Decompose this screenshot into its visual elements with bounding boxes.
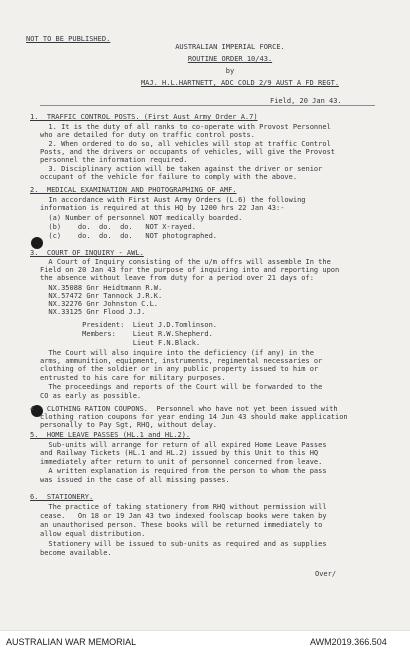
section-1-line: 1. It is the duty of all ranks to co-operate with Provost Personnel [40, 123, 331, 131]
section-4-line: personally to Pay Sgt, RHQ, without delay. [40, 421, 218, 429]
section-3-line: CO as early as possible. [40, 392, 142, 400]
caption-institution: AUSTRALIAN WAR MEMORIAL [6, 637, 137, 647]
section-6-line: Stationery will be issued to sub-units as required and as supplies [40, 540, 327, 548]
section-6-line: cease. On 18 or 19 Jan 43 two indexed foolscap books were taken by [40, 512, 327, 520]
section-3-heading: 3. COURT OF INQUIRY - AWL. [30, 249, 144, 257]
section-6-line: an unauthorised person. These books will be returned immediately to [40, 521, 323, 529]
over-note: Over/ [315, 570, 337, 578]
section-4-line: 4. CLOTHING RATION COUPONS. Personnel who have not yet been issued with [30, 405, 338, 413]
header-rule [40, 105, 375, 106]
section-2-line: information is required at this HQ by 1200 hrs 22 Jan 43:- [40, 204, 285, 212]
section-1-line: 2. When ordered to do so, all vehicles will stop at traffic Control [40, 140, 331, 148]
section-3-line: NX.32276 Gnr Johnston C.L. [40, 300, 159, 308]
section-1-line: who are detailed for duty on traffic control posts. [40, 131, 255, 139]
section-3-line: Members: Lieut R.W.Shepherd. [40, 330, 213, 338]
section-2-line: In accordance with First Aust Army Orders (L.6) the following [40, 196, 306, 204]
section-1-heading: 1. TRAFFIC CONTROL POSTS. (First Aust Army Order A.7) [30, 113, 258, 121]
section-4-line: clothing ration coupons for year ending 14 Jun 43 should make application [40, 413, 348, 421]
section-6-line: allow equal distribution. [40, 530, 146, 538]
section-5-line: immediately after return to unit of personnel concerned from leave. [40, 458, 323, 466]
section-1-line: Posts, and the drivers or occupants of vehicles, will give the Provost [40, 148, 336, 156]
section-3-line: the absence without leave from duty for a period over 21 days of: [40, 274, 314, 282]
section-1-line: personnel the information required. [40, 156, 188, 164]
section-6-heading: 6. STATIONERY. [30, 493, 94, 501]
caption-bar [0, 630, 410, 654]
section-3-line: The Court will also inquire into the deficiency (if any) in the [40, 349, 314, 357]
section-3-line: Lieut F.N.Black. [40, 339, 201, 347]
section-1-line: occupant of the vehicle for failure to comply with the above. [40, 173, 298, 181]
section-2-line: (a) Number of personnel NOT medically boarded. [40, 214, 243, 222]
section-4-heading [30, 405, 148, 413]
section-3-line: NX.57472 Gnr Tannock J.R.K. [40, 292, 163, 300]
section-5-heading: 5. HOME LEAVE PASSES (HL.1 and HL.2). [30, 431, 191, 439]
section-2-line: (c) do. do. do. NOT photographed. [40, 232, 218, 240]
not-published-label: NOT TO BE PUBLISHED. [26, 35, 111, 43]
section-6-line: become available. [40, 549, 112, 557]
issuing-officer: MAJ. H.L.HARTNETT, ADC COLD 2/9 AUST A FD REGT. [140, 79, 340, 87]
section-3-line: clothing of the soldier or in any public property issued to him or [40, 365, 319, 373]
document-title: AUSTRALIAN IMPERIAL FORCE. [175, 43, 285, 51]
section-3-line: Field on 20 Jan 43 for the purpose of inquiring into and reporting upon [40, 266, 340, 274]
field-date: Field, 20 Jan 43. [270, 97, 342, 105]
section-1-line: 3. Disciplinary action will be taken against the driver or senior [40, 165, 323, 173]
section-3-line: NX.35088 Gnr Heidtmann R.W. [40, 284, 163, 292]
by-label: by [225, 67, 235, 75]
section-5-line: Sub-units will arrange for return of all expired Home Leave Passes [40, 441, 327, 449]
section-2-line: (b) do. do. do. NOT X-rayed. [40, 223, 196, 231]
section-6-line: The practice of taking stationery from RHQ without permission will [40, 503, 327, 511]
section-3-line: President: Lieut J.D.Tomlinson. [40, 321, 218, 329]
section-3-line: NX.33125 Gnr Flood J.J. [40, 308, 146, 316]
routine-order-number: ROUTINE ORDER 10/43. [187, 55, 273, 63]
section-3-line: entrusted to his care for military purposes. [40, 374, 226, 382]
section-3-line: The proceedings and reports of the Court will be forwarded to the [40, 383, 323, 391]
section-5-line: A written explanation is required from the person to whom the pass [40, 467, 327, 475]
section-3-line: A Court of Inquiry consisting of the u/m offrs will assemble In the [40, 258, 331, 266]
caption-accession-number: AWM2019.366.504 [310, 637, 387, 647]
section-2-heading: 2. MEDICAL EXAMINATION AND PHOTOGRAPHING OF AMF. [30, 186, 237, 194]
section-5-line: and Railway Tickets (HL.1 and HL.2) issued by this Unit to this HQ [40, 449, 319, 457]
section-3-line: arms, ammunition, equipment, instruments, regimental necessaries or [40, 357, 323, 365]
section-5-line: was issued in the case of all missing passes. [40, 476, 230, 484]
